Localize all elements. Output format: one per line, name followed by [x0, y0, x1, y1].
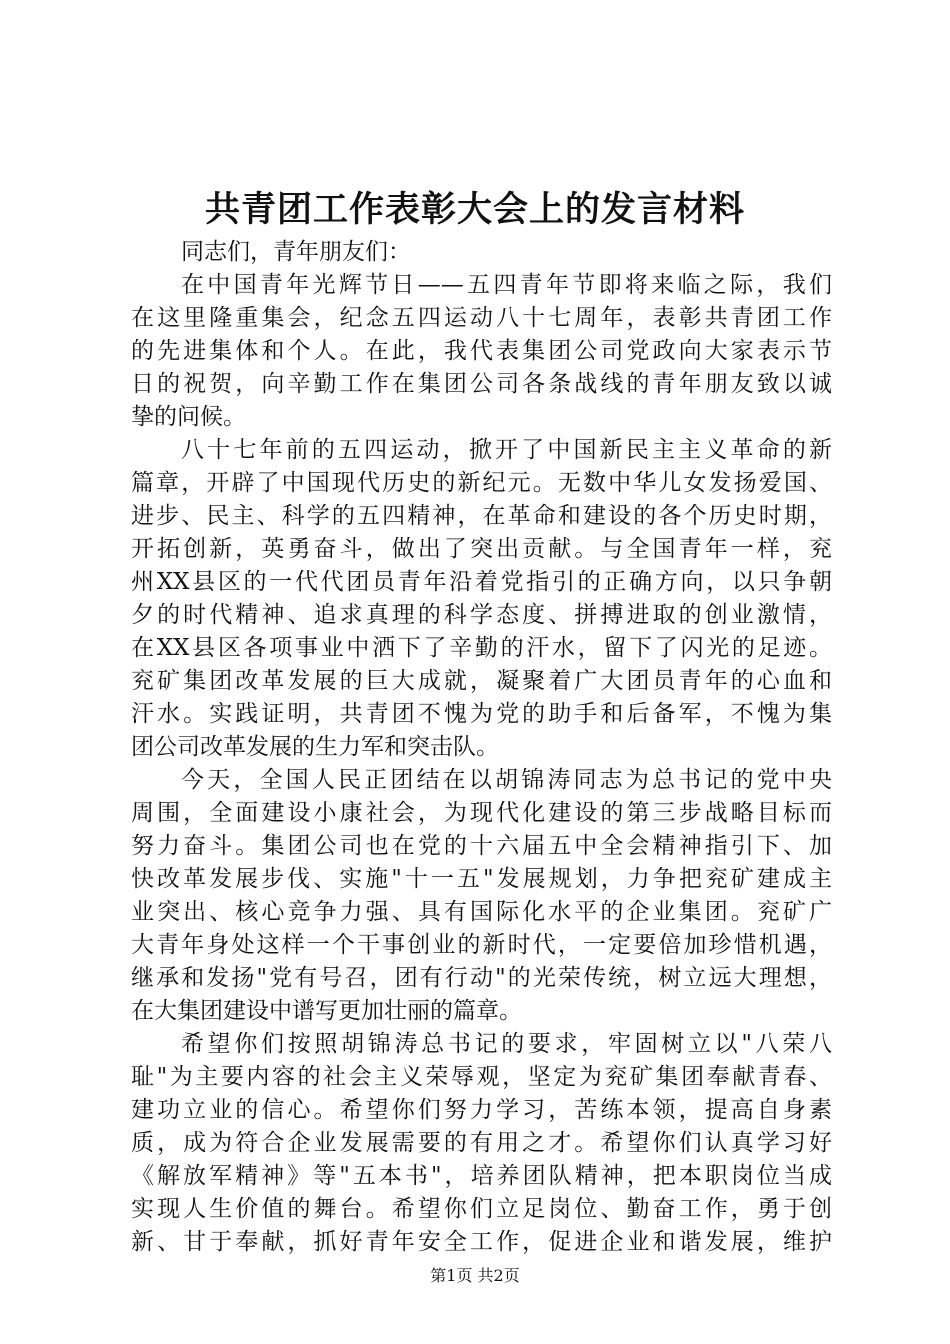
paragraph-1-line: 日的祝贺，向辛勤工作在集团公司各条战线的青年朋友致以诚	[131, 371, 832, 397]
salutation-line: 同志们，青年朋友们：	[181, 239, 411, 265]
paragraph-2-line: 进步、民主、科学的五四精神，在革命和建设的各个历史时期，	[131, 503, 832, 529]
paragraph-2-line: 州XX县区的一代代团员青年沿着党指引的正确方向，以只争朝	[131, 569, 832, 595]
paragraph-4-line: 耻"为主要内容的社会主义荣辱观，坚定为兖矿集团奉献青春、	[131, 1064, 832, 1090]
document-title: 共青团工作表彰大会上的发言材料	[204, 189, 745, 230]
paragraph-2-line: 八十七年前的五四运动，掀开了中国新民主主义革命的新	[181, 437, 832, 463]
paragraph-2-line: 篇章，开辟了中国现代历史的新纪元。无数中华儿女发扬爱国、	[131, 470, 832, 496]
paragraph-3-line: 周围，全面建设小康社会，为现代化建设的第三步战略目标而	[131, 800, 832, 826]
paragraph-3-line: 今天，全国人民正团结在以胡锦涛同志为总书记的党中央	[181, 767, 832, 793]
paragraph-3-line: 努力奋斗。集团公司也在党的十六届五中全会精神指引下、加	[131, 833, 832, 859]
paragraph-2-line: 夕的时代精神、追求真理的科学态度、拼搏进取的创业激情，	[131, 602, 832, 628]
paragraph-3-line: 业突出、核心竞争力强、具有国际化水平的企业集团。兖矿广	[131, 899, 832, 925]
paragraph-4-line: 《解放军精神》等"五本书"，培养团队精神，把本职岗位当成	[131, 1163, 832, 1189]
paragraph-1-line: 挚的问候。	[131, 404, 246, 430]
paragraph-3-line: 大青年身处这样一个干事创业的新时代，一定要倍加珍惜机遇，	[131, 932, 832, 958]
paragraph-4-line: 希望你们按照胡锦涛总书记的要求，牢固树立以"八荣八	[181, 1031, 832, 1057]
paragraph-2-line: 开拓创新，英勇奋斗，做出了突出贡献。与全国青年一样，兖	[131, 536, 832, 562]
paragraph-1-line: 在中国青年光辉节日——五四青年节即将来临之际，我们	[181, 272, 832, 298]
paragraph-3-line: 快改革发展步伐、实施"十一五"发展规划，力争把兖矿建成主	[131, 866, 832, 892]
paragraph-4-line: 新、甘于奉献，抓好青年安全工作，促进企业和谐发展，维护	[131, 1229, 832, 1255]
paragraph-4-line: 实现人生价值的舞台。希望你们立足岗位、勤奋工作，勇于创	[131, 1196, 832, 1222]
paragraph-1-line: 的先进集体和个人。在此，我代表集团公司党政向大家表示节	[131, 338, 832, 364]
paragraph-2-line: 兖矿集团改革发展的巨大成就，凝聚着广大团员青年的心血和	[131, 668, 832, 694]
paragraph-4-line: 建功立业的信心。希望你们努力学习，苦练本领，提高自身素	[131, 1097, 832, 1123]
paragraph-2-line: 汗水。实践证明，共青团不愧为党的助手和后备军，不愧为集	[131, 701, 832, 727]
paragraph-1-line: 在这里隆重集会，纪念五四运动八十七周年，表彰共青团工作	[131, 305, 832, 331]
paragraph-3-line: 继承和发扬"党有号召，团有行动"的光荣传统，树立远大理想，	[131, 965, 832, 991]
paragraph-4-line: 质，成为符合企业发展需要的有用之才。希望你们认真学习好	[131, 1130, 832, 1156]
paragraph-3-line: 在大集团建设中谱写更加壮丽的篇章。	[131, 998, 522, 1024]
paragraph-2-line: 团公司改革发展的生力军和突击队。	[131, 734, 499, 760]
paragraph-2-line: 在XX县区各项事业中洒下了辛勤的汗水，留下了闪光的足迹。	[131, 635, 832, 661]
page-number-footer: 第1页 共2页	[430, 1266, 520, 1285]
document-body	[131, 236, 832, 1259]
